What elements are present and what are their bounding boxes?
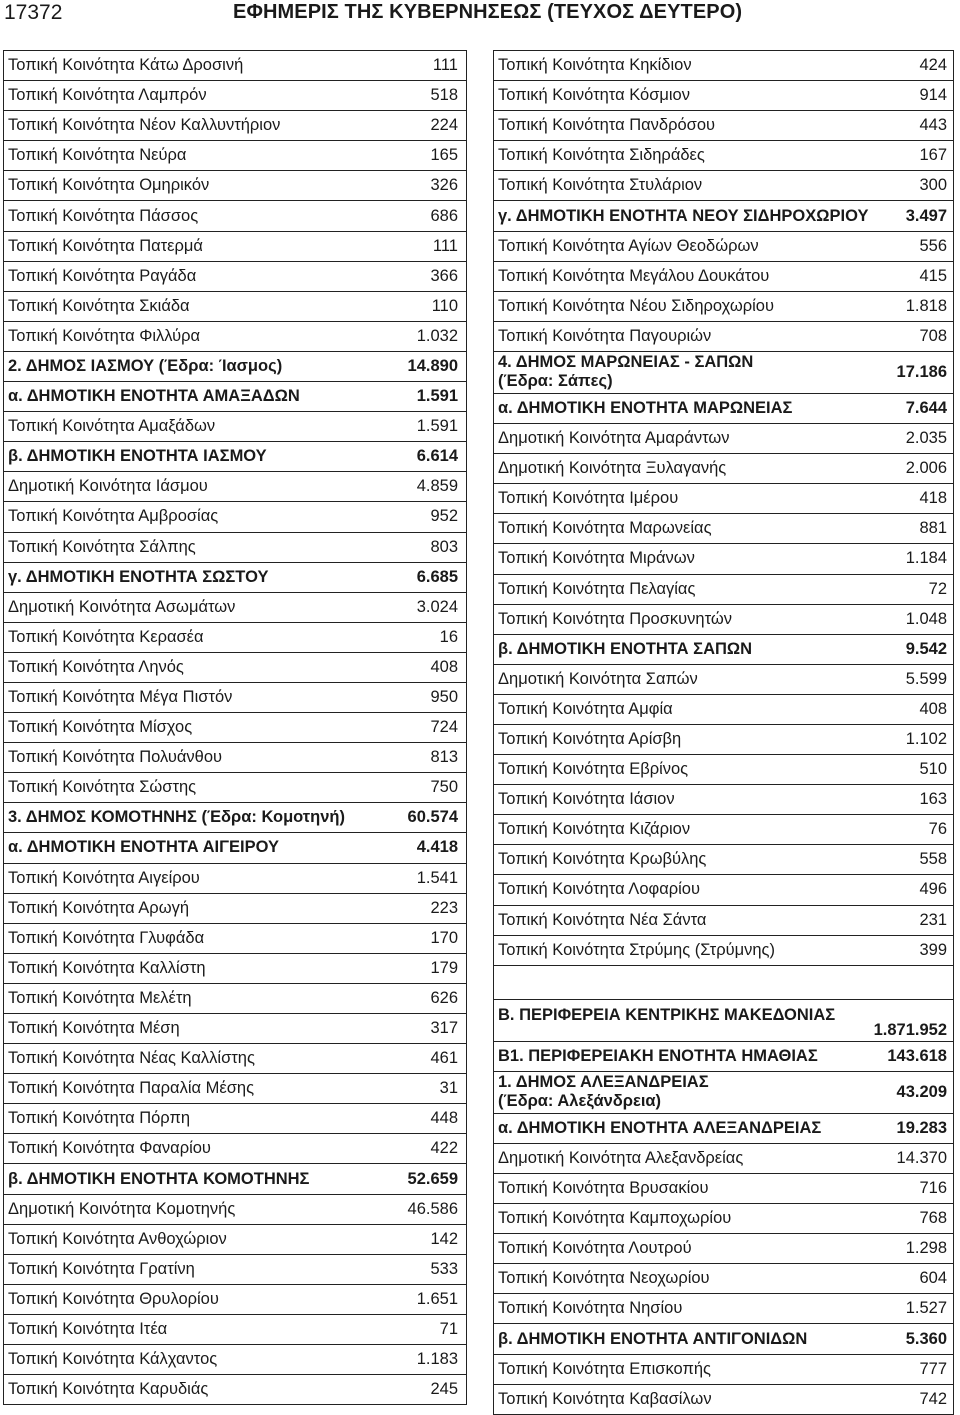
community-name: Τοπική Κοινότητα Ιτέα xyxy=(8,1319,168,1338)
table-row xyxy=(4,1134,466,1164)
population-value: 881 xyxy=(919,519,947,538)
table-row xyxy=(494,1174,953,1204)
population-value: 14.890 xyxy=(407,356,458,375)
population-value: 742 xyxy=(919,1389,947,1408)
community-name: Τοπική Κοινότητα Καλλίστη xyxy=(8,958,206,977)
section-row xyxy=(4,382,466,412)
table-row xyxy=(4,1014,466,1044)
table-row xyxy=(4,954,466,984)
population-value: 1.184 xyxy=(905,549,947,568)
community-name: Τοπική Κοινότητα Ιάσιον xyxy=(498,790,675,809)
community-name: Τοπική Κοινότητα Νέου Σιδηροχωρίου xyxy=(498,296,774,315)
population-value: 813 xyxy=(430,748,458,767)
population-value: 14.370 xyxy=(896,1148,947,1167)
population-value: 6.685 xyxy=(416,567,458,586)
section-row xyxy=(494,1324,953,1354)
population-value: 448 xyxy=(430,1109,458,1128)
population-value: 5.360 xyxy=(905,1329,947,1348)
table-row xyxy=(4,322,466,352)
table-row xyxy=(494,785,953,815)
community-name: Τοπική Κοινότητα Προσκυνητών xyxy=(498,609,732,628)
population-value: 716 xyxy=(919,1179,947,1198)
community-name: Τοπική Κοινότητα Ραγάδα xyxy=(8,266,197,285)
community-name: Τοπική Κοινότητα Μαρωνείας xyxy=(498,519,712,538)
community-name: Τοπική Κοινότητα Κηκίδιον xyxy=(498,56,692,75)
population-value: 768 xyxy=(919,1209,947,1228)
table-row xyxy=(4,292,466,322)
table-row xyxy=(494,725,953,755)
table-row xyxy=(4,713,466,743)
community-name: Τοπική Κοινότητα Λουτρού xyxy=(498,1239,692,1258)
table-row xyxy=(4,984,466,1014)
population-value: 4.859 xyxy=(416,477,458,496)
community-name: Τοπική Κοινότητα Αιγείρου xyxy=(8,868,200,887)
community-name: Τοπική Κοινότητα Αρωγή xyxy=(8,898,190,917)
community-name: Τοπική Κοινότητα Σκιάδα xyxy=(8,296,190,315)
right-column-table xyxy=(493,50,954,1415)
population-value: 461 xyxy=(430,1049,458,1068)
community-name: Τοπική Κοινότητα Αμφία xyxy=(498,699,673,718)
community-name: Τοπική Κοινότητα Μέγα Πιστόν xyxy=(8,688,233,707)
community-name: Δημοτική Κοινότητα Αλεξανδρείας xyxy=(498,1148,744,1167)
community-name: Τοπική Κοινότητα Νέας Καλλίστης xyxy=(8,1049,255,1068)
community-name: β. ΔΗΜΟΤΙΚΗ ΕΝΟΤΗΤΑ ΚΟΜΟΤΗΝΗΣ xyxy=(8,1169,310,1188)
section-row xyxy=(4,352,466,382)
table-row xyxy=(4,1375,466,1405)
population-value: 777 xyxy=(919,1359,947,1378)
table-row xyxy=(494,1234,953,1264)
community-name: Τοπική Κοινότητα Λαμπρόν xyxy=(8,86,207,105)
community-name: Τοπική Κοινότητα Επισκοπής xyxy=(498,1359,711,1378)
community-name: Τοπική Κοινότητα Παραλία Μέσης xyxy=(8,1079,255,1098)
population-value: 300 xyxy=(919,176,947,195)
community-name: Τοπική Κοινότητα Εβρίνος xyxy=(498,760,689,779)
community-name: α. ΔΗΜΟΤΙΚΗ ΕΝΟΤΗΤΑ ΑΜΑΞΑΔΩΝ xyxy=(8,387,300,406)
community-name: Τοπική Κοινότητα Μιράνων xyxy=(498,549,695,568)
community-name: Τοπική Κοινότητα Καβασίλων xyxy=(498,1389,712,1408)
population-value: 510 xyxy=(919,760,947,779)
population-value: 415 xyxy=(919,266,947,285)
table-row xyxy=(494,575,953,605)
section-row xyxy=(494,1072,953,1114)
population-value: 52.659 xyxy=(407,1169,458,1188)
population-value: 1.818 xyxy=(905,296,947,315)
table-row xyxy=(4,743,466,773)
page-number: 17372 xyxy=(4,1,63,24)
section-row xyxy=(494,352,953,394)
table-row xyxy=(494,1294,953,1324)
population-value: 724 xyxy=(430,718,458,737)
community-name: Τοπική Κοινότητα Κάτω Δροσινή xyxy=(8,56,244,75)
community-name: Τοπική Κοινότητα Μεγάλου Δουκάτου xyxy=(498,266,770,285)
table-row xyxy=(4,683,466,713)
population-value: 533 xyxy=(430,1259,458,1278)
population-value: 60.574 xyxy=(407,808,458,827)
community-name: Τοπική Κοινότητα Λοφαρίου xyxy=(498,880,700,899)
gazette-title: ΕΦΗΜΕΡΙΣ ΤΗΣ ΚΥΒΕΡΝΗΣΕΩΣ (ΤΕΥΧΟΣ ΔΕΥΤΕΡΟ) xyxy=(233,1,743,23)
section-row xyxy=(4,833,466,863)
population-value: 326 xyxy=(430,176,458,195)
section-row xyxy=(494,1042,953,1072)
community-name: Τοπική Κοινότητα Βρυσακίου xyxy=(498,1179,709,1198)
population-value: 1.591 xyxy=(416,387,458,406)
population-value: 750 xyxy=(430,778,458,797)
table-row xyxy=(4,864,466,894)
community-name: Τοπική Κοινότητα Γλυφάδα xyxy=(8,928,205,947)
population-value: 9.542 xyxy=(905,639,947,658)
community-name: Τοπική Κοινότητα Γρατίνη xyxy=(8,1259,195,1278)
table-row xyxy=(494,1144,953,1174)
population-value: 1.183 xyxy=(416,1350,458,1369)
population-value: 317 xyxy=(430,1019,458,1038)
community-name: Τοπική Κοινότητα Σιδηράδες xyxy=(498,146,705,165)
community-name: Τοπική Κοινότητα Αμβροσίας xyxy=(8,507,219,526)
population-value: 17.186 xyxy=(896,362,947,381)
community-name: Τοπική Κοινότητα Μέση xyxy=(8,1019,180,1038)
community-name: Δημοτική Κοινότητα Αμαράντων xyxy=(498,429,730,448)
table-row xyxy=(4,1255,466,1285)
community-name: Τοπική Κοινότητα Θρυλορίου xyxy=(8,1289,219,1308)
population-value: 408 xyxy=(430,657,458,676)
community-name: β. ΔΗΜΟΤΙΚΗ ΕΝΟΤΗΤΑ ΣΑΠΩΝ xyxy=(498,639,753,658)
population-value: 686 xyxy=(430,206,458,225)
table-row xyxy=(494,111,953,141)
community-name: Τοπική Κοινότητα Παγουριών xyxy=(498,326,712,345)
table-row xyxy=(4,141,466,171)
table-row xyxy=(4,533,466,563)
community-name: Τοπική Κοινότητα Κόσμιον xyxy=(498,86,690,105)
population-value: 19.283 xyxy=(896,1118,947,1137)
community-name: Τοπική Κοινότητα Πατερμά xyxy=(8,236,203,255)
table-row xyxy=(4,1225,466,1255)
table-row xyxy=(494,665,953,695)
population-value: 245 xyxy=(430,1380,458,1399)
population-value: 803 xyxy=(430,537,458,556)
community-name: 4. ΔΗΜΟΣ ΜΑΡΩΝΕΙΑΣ - ΣΑΠΩΝ (Έδρα: Σάπες) xyxy=(498,353,754,391)
population-value: 43.209 xyxy=(896,1082,947,1101)
section-row xyxy=(494,1000,953,1042)
population-value: 1.032 xyxy=(416,326,458,345)
section-row xyxy=(494,1114,953,1144)
table-row xyxy=(4,412,466,442)
population-value: 3.497 xyxy=(905,206,947,225)
table-row xyxy=(4,924,466,954)
table-row xyxy=(4,111,466,141)
population-value: 708 xyxy=(919,326,947,345)
table-row xyxy=(4,894,466,924)
table-row xyxy=(4,773,466,803)
population-value: 1.651 xyxy=(416,1289,458,1308)
population-value: 179 xyxy=(430,958,458,977)
table-row xyxy=(494,81,953,111)
population-value: 1.541 xyxy=(416,868,458,887)
page-header xyxy=(0,0,960,34)
community-name: α. ΔΗΜΟΤΙΚΗ ΕΝΟΤΗΤΑ ΜΑΡΩΝΕΙΑΣ xyxy=(498,398,793,417)
population-value: 422 xyxy=(430,1139,458,1158)
table-row xyxy=(494,875,953,905)
population-value: 224 xyxy=(430,116,458,135)
section-row xyxy=(494,201,953,231)
table-row xyxy=(494,845,953,875)
community-name: Τοπική Κοινότητα Φαναρίου xyxy=(8,1139,211,1158)
population-value: 418 xyxy=(919,489,947,508)
community-name: Δημοτική Κοινότητα Ασωμάτων xyxy=(8,597,236,616)
community-name: Τοπική Κοινότητα Στρύμης (Στρύμνης) xyxy=(498,940,775,959)
population-value: 408 xyxy=(919,699,947,718)
population-value: 952 xyxy=(430,507,458,526)
population-value: 1.591 xyxy=(416,417,458,436)
section-row xyxy=(494,394,953,424)
community-name: 3. ΔΗΜΟΣ ΚΟΜΟΤΗΝΗΣ (Έδρα: Κομοτηνή) xyxy=(8,808,345,827)
community-name: Τοπική Κοινότητα Ανθοχώριον xyxy=(8,1229,227,1248)
table-row xyxy=(494,292,953,322)
population-value: 170 xyxy=(430,928,458,947)
spacer-row xyxy=(494,966,953,1000)
community-name: Τοπική Κοινότητα Πελαγίας xyxy=(498,579,696,598)
table-row xyxy=(494,1385,953,1415)
table-row xyxy=(494,755,953,785)
population-value: 31 xyxy=(439,1079,458,1098)
community-name: Β. ΠΕΡΙΦΕΡΕΙΑ ΚΕΝΤΡΙΚΗΣ ΜΑΚΕΔΟΝΙΑΣ xyxy=(498,1005,836,1024)
community-name: Τοπική Κοινότητα Ιμέρου xyxy=(498,489,679,508)
population-value: 626 xyxy=(430,988,458,1007)
table-row xyxy=(4,593,466,623)
population-value: 443 xyxy=(919,116,947,135)
community-name: α. ΔΗΜΟΤΙΚΗ ΕΝΟΤΗΤΑ ΑΙΓΕΙΡΟΥ xyxy=(8,838,280,857)
population-value: 46.586 xyxy=(407,1199,458,1218)
table-row xyxy=(4,1074,466,1104)
community-name: Τοπική Κοινότητα Στυλάριον xyxy=(498,176,703,195)
table-row xyxy=(4,262,466,292)
community-name: Τοπική Κοινότητα Νησίου xyxy=(498,1299,683,1318)
table-row xyxy=(4,51,466,81)
table-row xyxy=(494,171,953,201)
population-value: 163 xyxy=(919,790,947,809)
community-name: Τοπική Κοινότητα Ληνός xyxy=(8,657,184,676)
population-value: 518 xyxy=(430,86,458,105)
community-name: Τοπική Κοινότητα Κερασέα xyxy=(8,627,204,646)
population-value: 16 xyxy=(439,627,458,646)
population-value: 142 xyxy=(430,1229,458,1248)
community-name: Δημοτική Κοινότητα Ιάσμου xyxy=(8,477,208,496)
table-row xyxy=(494,454,953,484)
table-row xyxy=(494,605,953,635)
community-name: Τοπική Κοινότητα Καρυδιάς xyxy=(8,1380,209,1399)
section-row xyxy=(4,442,466,472)
table-row xyxy=(494,51,953,81)
community-name: Τοπική Κοινότητα Αγίων Θεοδώρων xyxy=(498,236,759,255)
table-row xyxy=(494,232,953,262)
population-value: 424 xyxy=(919,56,947,75)
community-name: Τοπική Κοινότητα Πάσσος xyxy=(8,206,199,225)
population-value: 111 xyxy=(432,236,458,255)
table-row xyxy=(4,171,466,201)
population-value: 110 xyxy=(431,296,458,315)
community-name: Τοπική Κοινότητα Σάλπης xyxy=(8,537,196,556)
table-row xyxy=(4,232,466,262)
table-row xyxy=(494,514,953,544)
population-value: 604 xyxy=(919,1269,947,1288)
community-name: Τοπική Κοινότητα Νεοχωρίου xyxy=(498,1269,710,1288)
population-value: 366 xyxy=(430,266,458,285)
population-value: 2.006 xyxy=(905,459,947,478)
community-name: Τοπική Κοινότητα Μίσχος xyxy=(8,718,193,737)
table-row xyxy=(4,653,466,683)
community-name: 2. ΔΗΜΟΣ ΙΑΣΜΟΥ (Έδρα: Ίασμος) xyxy=(8,356,283,375)
community-name: Τοπική Κοινότητα Πανδρόσου xyxy=(498,116,716,135)
population-value: 72 xyxy=(928,579,947,598)
section-row xyxy=(494,635,953,665)
population-value: 496 xyxy=(919,880,947,899)
population-value: 399 xyxy=(919,940,947,959)
table-row xyxy=(494,322,953,352)
population-value: 950 xyxy=(430,688,458,707)
table-row xyxy=(494,1355,953,1385)
community-name: Τοπική Κοινότητα Καμποχωρίου xyxy=(498,1209,732,1228)
community-name: Τοπική Κοινότητα Πόρπη xyxy=(8,1109,191,1128)
table-row xyxy=(4,1104,466,1134)
population-value: 4.418 xyxy=(416,838,458,857)
community-name: Τοπική Κοινότητα Νέον Καλλυντήριον xyxy=(8,116,281,135)
table-row xyxy=(4,1345,466,1375)
community-name: Δημοτική Κοινότητα Κομοτηνής xyxy=(8,1199,236,1218)
community-name: 1. ΔΗΜΟΣ ΑΛΕΞΑΝΔΡΕΙΑΣ (Έδρα: Αλεξάνδρεια) xyxy=(498,1073,709,1111)
community-name: Τοπική Κοινότητα Αρίσβη xyxy=(498,730,682,749)
community-name: Τοπική Κοινότητα Κάλχαντος xyxy=(8,1350,218,1369)
table-row xyxy=(494,424,953,454)
population-value: 76 xyxy=(928,820,947,839)
table-row xyxy=(4,1044,466,1074)
population-value: 1.048 xyxy=(905,609,947,628)
table-row xyxy=(494,1264,953,1294)
table-row xyxy=(494,936,953,966)
table-row xyxy=(4,1285,466,1315)
community-name: β. ΔΗΜΟΤΙΚΗ ΕΝΟΤΗΤΑ ΑΝΤΙΓΟΝΙΔΩΝ xyxy=(498,1329,808,1348)
population-value: 558 xyxy=(919,850,947,869)
table-row xyxy=(4,623,466,653)
community-name: Δημοτική Κοινότητα Ξυλαγανής xyxy=(498,459,727,478)
section-row xyxy=(4,803,466,833)
population-value: 3.024 xyxy=(416,597,458,616)
population-value: 1.298 xyxy=(905,1239,947,1258)
population-value: 914 xyxy=(919,86,947,105)
population-value: 1.102 xyxy=(905,730,947,749)
community-name: α. ΔΗΜΟΤΙΚΗ ΕΝΟΤΗΤΑ ΑΛΕΞΑΝΔΡΕΙΑΣ xyxy=(498,1118,822,1137)
population-value: 71 xyxy=(439,1319,458,1338)
left-column-table xyxy=(3,50,467,1405)
table-row xyxy=(494,695,953,725)
community-name: Τοπική Κοινότητα Αμαξάδων xyxy=(8,417,216,436)
table-row xyxy=(4,81,466,111)
community-name: γ. ΔΗΜΟΤΙΚΗ ΕΝΟΤΗΤΑ ΝΕΟΥ ΣΙΔΗΡΟΧΩΡΙΟΥ xyxy=(498,206,869,225)
table-row xyxy=(494,544,953,574)
community-name: Τοπική Κοινότητα Νεύρα xyxy=(8,146,187,165)
table-row xyxy=(4,472,466,502)
table-row xyxy=(494,906,953,936)
table-row xyxy=(494,1204,953,1234)
population-value: 5.599 xyxy=(905,669,947,688)
table-row xyxy=(494,484,953,514)
community-name: Τοπική Κοινότητα Κιζάριον xyxy=(498,820,691,839)
community-name: Τοπική Κοινότητα Φιλλύρα xyxy=(8,326,201,345)
community-name: β. ΔΗΜΟΤΙΚΗ ΕΝΟΤΗΤΑ ΙΑΣΜΟΥ xyxy=(8,447,267,466)
population-value: 556 xyxy=(919,236,947,255)
population-value: 111 xyxy=(432,56,458,75)
community-name: Τοπική Κοινότητα Ομηρικόν xyxy=(8,176,210,195)
section-row xyxy=(4,563,466,593)
table-row xyxy=(4,502,466,532)
community-name: γ. ΔΗΜΟΤΙΚΗ ΕΝΟΤΗΤΑ ΣΩΣΤΟΥ xyxy=(8,567,269,586)
section-row xyxy=(4,1164,466,1194)
table-row xyxy=(494,141,953,171)
table-row xyxy=(4,201,466,231)
community-name: Τοπική Κοινότητα Μελέτη xyxy=(8,988,192,1007)
population-value: 231 xyxy=(919,910,947,929)
table-row xyxy=(494,262,953,292)
community-name: Β1. ΠΕΡΙΦΕΡΕΙΑΚΗ ΕΝΟΤΗΤΑ ΗΜΑΘΙΑΣ xyxy=(498,1046,818,1065)
community-name: Δημοτική Κοινότητα Σαπών xyxy=(498,669,698,688)
population-value: 6.614 xyxy=(416,447,458,466)
population-value: 165 xyxy=(430,146,458,165)
community-name: Τοπική Κοινότητα Σώστης xyxy=(8,778,197,797)
population-value: 7.644 xyxy=(905,398,947,417)
population-value: 2.035 xyxy=(905,429,947,448)
community-name: Τοπική Κοινότητα Νέα Σάντα xyxy=(498,910,707,929)
table-row xyxy=(4,1315,466,1345)
population-value: 223 xyxy=(430,898,458,917)
population-value: 1.527 xyxy=(905,1299,947,1318)
population-value: 167 xyxy=(919,146,947,165)
community-name: Τοπική Κοινότητα Κρωβύλης xyxy=(498,850,707,869)
population-value: 143.618 xyxy=(887,1046,947,1065)
community-name: Τοπική Κοινότητα Πολυάνθου xyxy=(8,748,223,767)
population-value: 1.871.952 xyxy=(873,1020,947,1039)
table-row xyxy=(4,1195,466,1225)
table-row xyxy=(494,815,953,845)
